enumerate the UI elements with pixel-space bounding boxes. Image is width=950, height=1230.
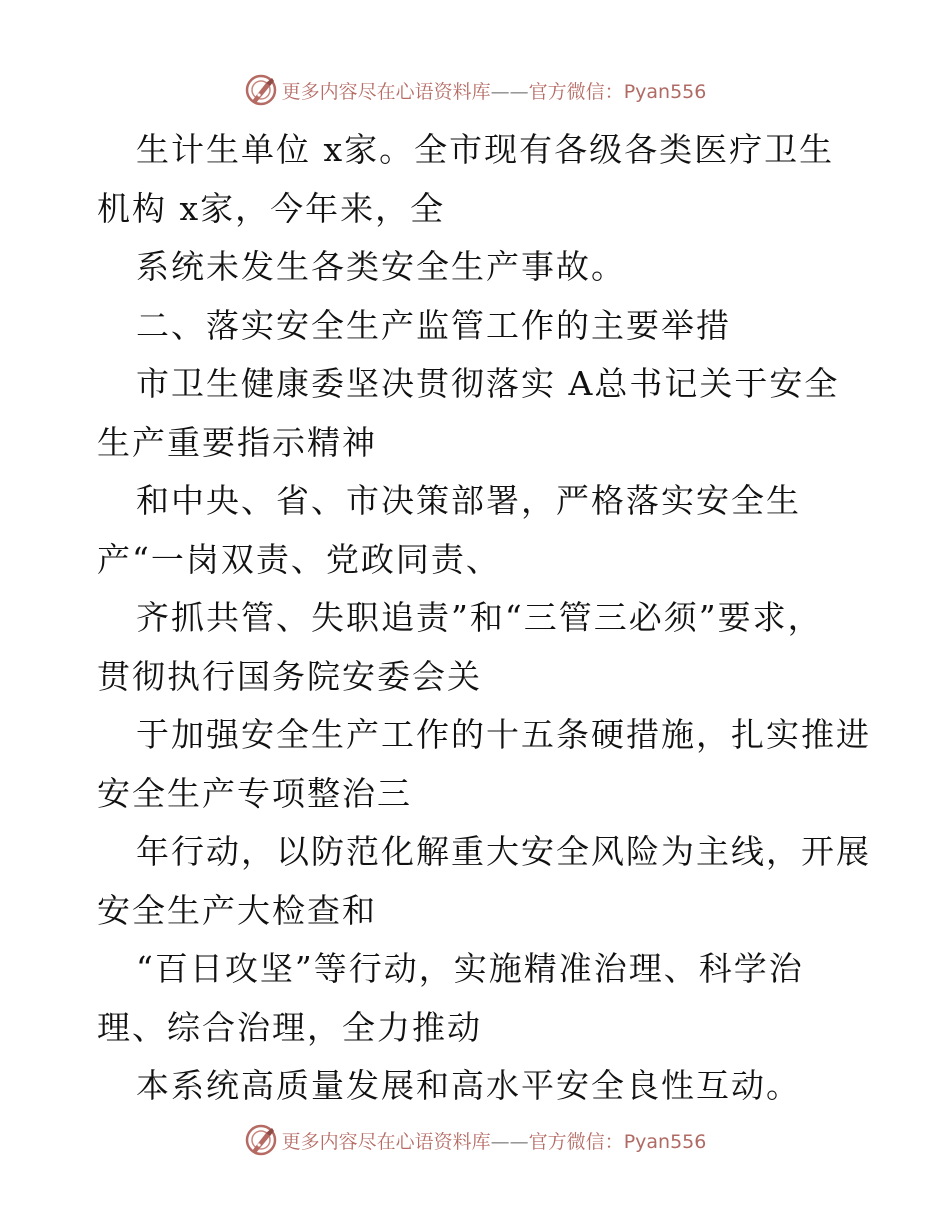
text-line: 本系统高质量发展和高水平安全良性互动。 <box>136 1066 801 1105</box>
watermark-wechat-label: 官方微信： <box>528 80 624 103</box>
text-line: 系统未发生各类安全生产事故。 <box>136 247 626 286</box>
watermark-handle: Pyan556 <box>623 80 707 103</box>
watermark-text: 更多内容尽在心语资料库 <box>281 80 491 103</box>
header-watermark <box>0 70 950 110</box>
text-line: 安全生产专项整治三 <box>97 773 412 813</box>
text-line: 理、综合治理，全力推动 <box>97 1007 482 1047</box>
text-line: 年行动，以防范化解重大安全风险为主线，开展 <box>136 832 871 871</box>
footer-watermark <box>0 1120 950 1160</box>
text-line: 二、落实安全生产监管工作的主要举措 <box>136 305 731 345</box>
text-line: 贯彻执行国务院安委会关 <box>97 656 482 696</box>
text-line: 市卫生健康委坚决贯彻落实 A总书记关于安全 <box>136 364 840 403</box>
watermark-wechat-label: 官方微信： <box>528 1130 624 1153</box>
watermark-dash: —— <box>490 80 529 103</box>
text-line: 生计生单位 x家。全市现有各级各类医疗卫生 <box>136 130 835 169</box>
pen-nib-logo-icon <box>244 1123 278 1157</box>
pen-nib-logo-icon <box>244 73 278 107</box>
text-line: 于加强安全生产工作的十五条硬措施，扎实推进 <box>136 715 871 754</box>
document-body <box>97 121 877 1116</box>
text-line: 产“一岗双责、党政同责、 <box>97 539 501 579</box>
text-line: “百日攻坚”等行动，实施精准治理、科学治 <box>136 949 804 988</box>
text-line: 生产重要指示精神 <box>97 422 377 462</box>
text-line: 安全生产大检查和 <box>97 890 377 930</box>
watermark-dash: —— <box>490 1130 529 1153</box>
text-line: 和中央、省、市决策部署，严格落实安全生 <box>136 481 801 520</box>
watermark-text: 更多内容尽在心语资料库 <box>281 1130 491 1153</box>
text-line: 齐抓共管、失职追责”和“三管三必须”要求， <box>136 598 823 637</box>
text-line: 机构 x家，今年来，全 <box>97 188 446 228</box>
watermark-handle: Pyan556 <box>623 1130 707 1153</box>
